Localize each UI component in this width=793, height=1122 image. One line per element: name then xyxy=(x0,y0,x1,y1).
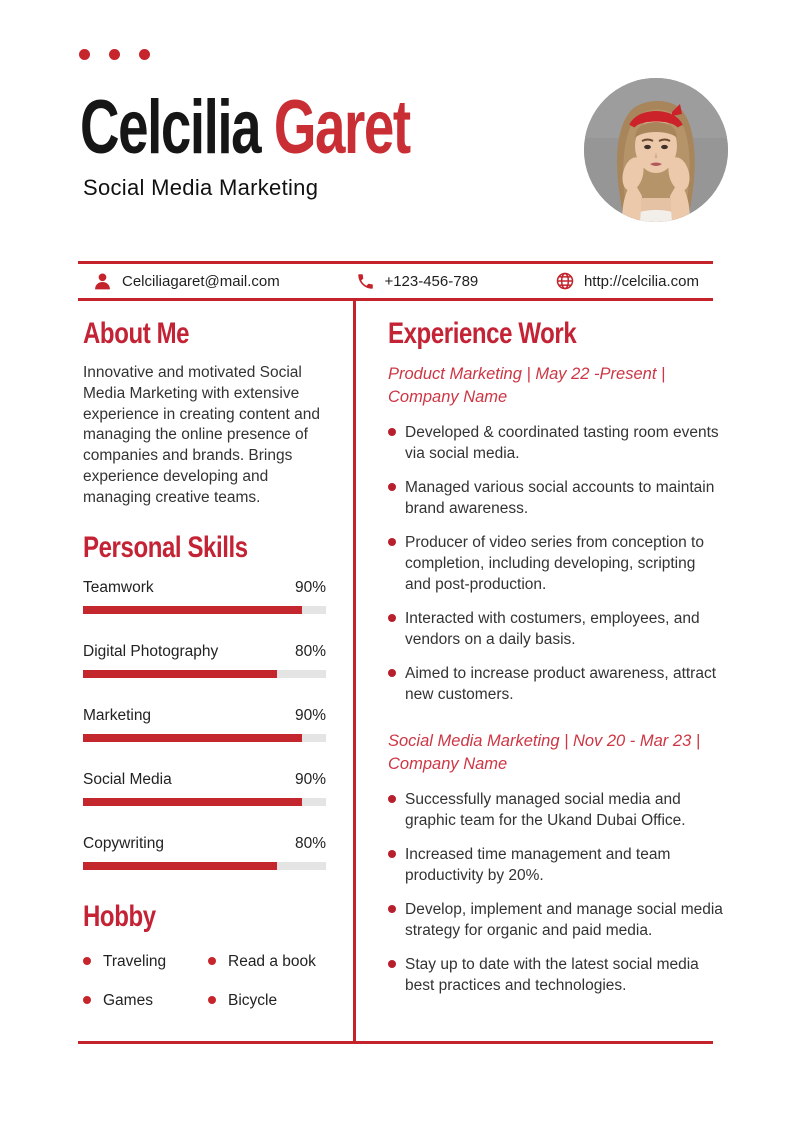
contact-phone-text: +123-456-789 xyxy=(384,272,479,290)
job-bullet: Managed various social accounts to maintain brand awareness. xyxy=(388,477,724,519)
hobby-item: Traveling xyxy=(83,953,208,971)
about-text: Innovative and motivated Social Media Marketing with extensive experience in creating content and managing the online presence of companies and brands. Brings experience developing and managing creative teams. xyxy=(83,364,320,506)
skill-bar-track xyxy=(83,798,326,806)
job-heading: Social Media Marketing | Nov 20 - Mar 23 | Company Name xyxy=(388,732,701,774)
globe-icon xyxy=(555,271,575,291)
right-column xyxy=(388,301,724,996)
skill-label: Digital Photography xyxy=(83,642,219,660)
about-title: About Me xyxy=(83,317,190,350)
decorative-dots xyxy=(79,49,150,60)
job-bullet-list xyxy=(388,789,724,996)
contact-bar xyxy=(78,261,713,301)
skill-label: Social Media xyxy=(83,770,172,788)
skill-bar-fill xyxy=(83,670,277,678)
last-name: Garet xyxy=(273,85,410,170)
skill-bar-track xyxy=(83,606,326,614)
hobby-item: Games xyxy=(83,992,208,1010)
contact-email-text: Celciliagaret@mail.com xyxy=(122,272,280,290)
dot-icon xyxy=(79,49,90,60)
skill-bar-fill xyxy=(83,798,302,806)
contact-phone[interactable] xyxy=(356,272,478,291)
skill-label: Teamwork xyxy=(83,578,154,596)
skill-bar-fill xyxy=(83,862,277,870)
skill-percent: 80% xyxy=(294,642,326,660)
job-bullet: Successfully managed social media and graphic team for the Ukand Dubai Office. xyxy=(388,789,724,831)
avatar xyxy=(584,78,728,222)
job-bullet: Aimed to increase product awareness, attract new customers. xyxy=(388,663,724,705)
avatar-illustration xyxy=(584,78,728,222)
skill-item xyxy=(83,579,326,614)
person-icon xyxy=(92,271,113,292)
first-name: Celcilia xyxy=(80,85,261,170)
skill-bar-fill xyxy=(83,606,302,614)
hobby-list xyxy=(83,953,345,1010)
experience-title: Experience Work xyxy=(388,317,577,350)
skill-item xyxy=(83,835,326,870)
job-bullet: Interacted with costumers, employees, and vendors on a daily basis. xyxy=(388,608,724,650)
bottom-rule xyxy=(78,1041,713,1044)
dot-icon xyxy=(109,49,120,60)
skill-label: Marketing xyxy=(83,706,152,724)
skill-bar-track xyxy=(83,862,326,870)
phone-icon xyxy=(356,272,375,291)
column-divider xyxy=(353,301,356,1041)
hobby-item: Read a book xyxy=(208,953,345,971)
skill-item xyxy=(83,707,326,742)
hobby-item: Bicycle xyxy=(208,992,345,1010)
skill-percent: 90% xyxy=(294,578,326,596)
skill-item xyxy=(83,771,326,806)
job-bullet: Develop, implement and manage social media strategy for organic and paid media. xyxy=(388,899,724,941)
skill-percent: 80% xyxy=(294,834,326,852)
page-title xyxy=(80,85,410,170)
contact-email[interactable] xyxy=(92,271,280,292)
skills-title: Personal Skills xyxy=(83,530,248,564)
skill-item xyxy=(83,643,326,678)
contact-website-text: http://celcilia.com xyxy=(583,272,699,290)
skill-bar-track xyxy=(83,670,326,678)
job-bullet-list xyxy=(388,422,724,705)
job-bullet: Developed & coordinated tasting room events via social media. xyxy=(388,422,724,464)
skill-percent: 90% xyxy=(294,706,326,724)
job-heading: Product Marketing | May 22 -Present | Company Name xyxy=(388,365,666,407)
skill-percent: 90% xyxy=(294,770,326,788)
dot-icon xyxy=(139,49,150,60)
job-bullet: Producer of video series from conception to completion, including developing, scripting and post-production. xyxy=(388,532,724,595)
hobby-title: Hobby xyxy=(83,899,156,933)
job-subtitle: Social Media Marketing xyxy=(83,175,319,200)
contact-website[interactable] xyxy=(555,271,699,291)
skill-bar-track xyxy=(83,734,326,742)
left-column xyxy=(83,301,345,1010)
skill-bar-fill xyxy=(83,734,302,742)
skill-label: Copywriting xyxy=(83,834,164,852)
job-bullet: Increased time management and team productivity by 20%. xyxy=(388,844,724,886)
job-bullet: Stay up to date with the latest social media best practices and technologies. xyxy=(388,954,724,996)
